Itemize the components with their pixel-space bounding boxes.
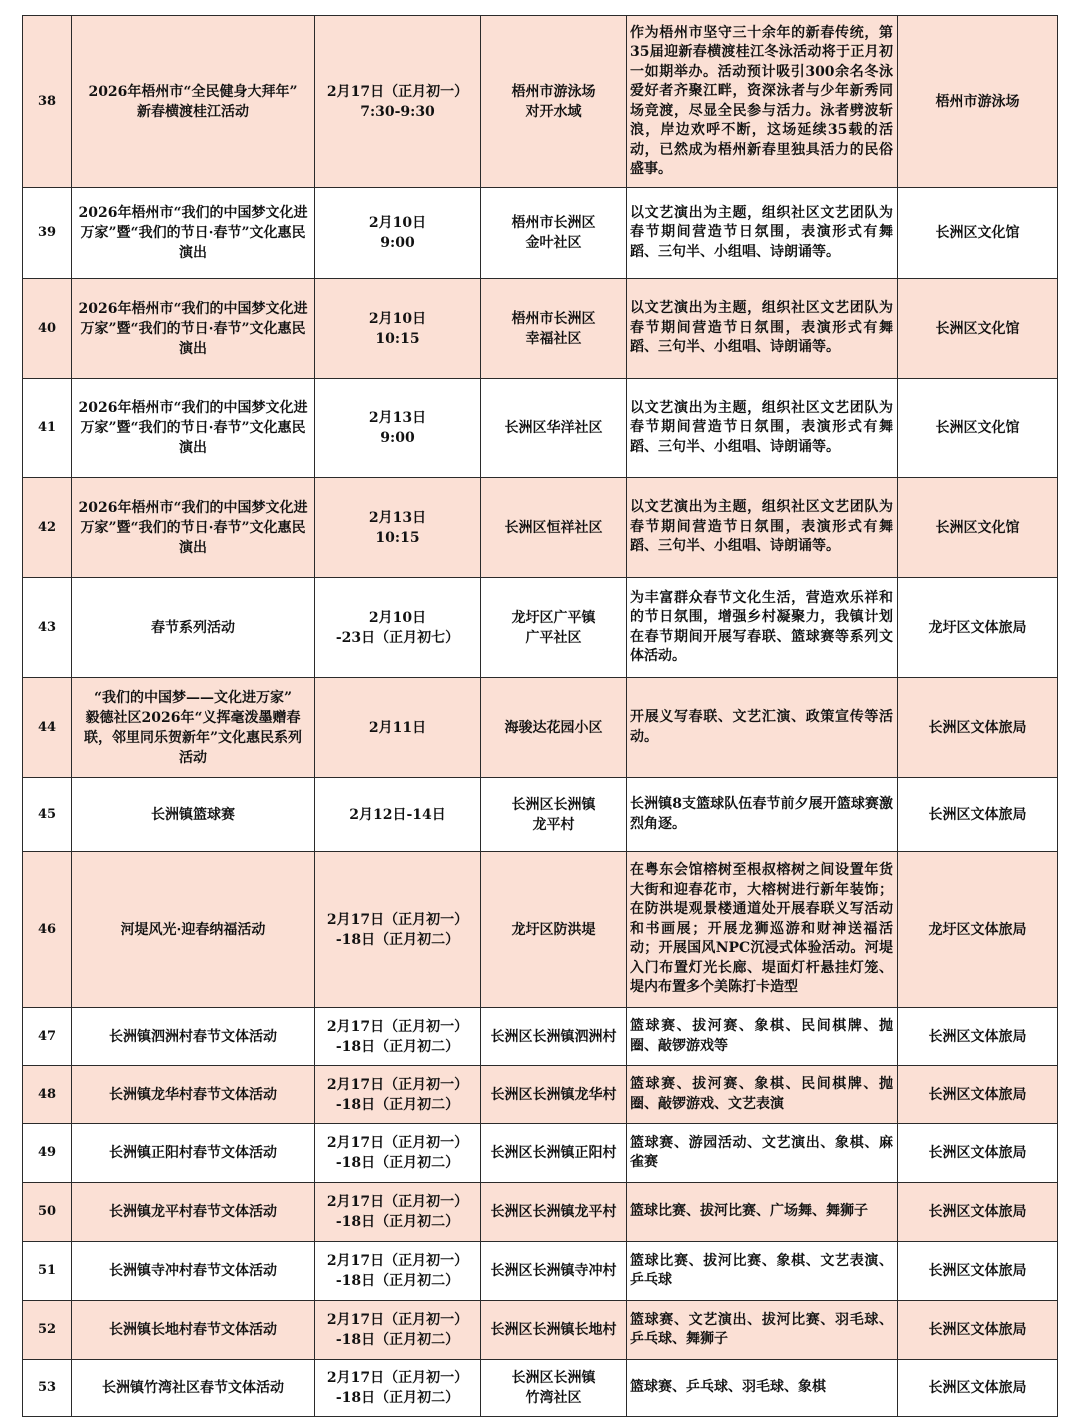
activity-location: 长洲区长洲镇寺冲村 [481,1242,627,1301]
row-number: 43 [23,578,72,678]
row-number: 39 [23,188,72,279]
organizer: 长洲区文体旅局 [898,778,1058,852]
row-number: 49 [23,1124,72,1183]
activity-time: 2月13日 9:00 [315,379,481,478]
activity-description: 篮球赛、文艺演出、拔河比赛、羽毛球、乒乓球、舞狮子 [627,1301,898,1360]
row-number: 41 [23,379,72,478]
table-row [23,279,1058,379]
activity-time: 2月10日 10:15 [315,279,481,379]
activity-description: 长洲镇8支篮球队伍春节前夕展开篮球赛激烈角逐。 [627,778,898,852]
activity-time: 2月10日 9:00 [315,188,481,279]
row-number: 40 [23,279,72,379]
activity-time: 2月17日（正月初一） -18日（正月初二） [315,1066,481,1124]
row-number: 52 [23,1301,72,1360]
activity-description: 以文艺演出为主题，组织社区文艺团队为春节期间营造节日氛围，表演形式有舞蹈、三句半、小组唱、诗朗诵等。 [627,279,898,379]
activity-name: 长洲镇龙华村春节文体活动 [72,1066,315,1124]
activity-name: 长洲镇寺冲村春节文体活动 [72,1242,315,1301]
activity-description: 在粤东会馆榕树至根叔榕树之间设置年货大街和迎春花市，大榕树进行新年装饰；在防洪堤观景楼通道处开展春联义写活动和书画展；开展龙狮巡游和财神送福活动；开展国风NPC沉浸式体验活动。河堤入门布置灯光长廊、堤面灯杆悬挂灯笼、堤内布置多个美陈打卡造型 [627,852,898,1008]
table-row [23,1183,1058,1242]
activity-time: 2月10日 -23日（正月初七） [315,578,481,678]
activity-location: 梧州市长洲区 金叶社区 [481,188,627,279]
activity-location: 长洲区长洲镇长地村 [481,1301,627,1360]
organizer: 长洲区文化馆 [898,478,1058,578]
activity-name: “我们的中国梦——文化进万家” 毅德社区2026年“义挥毫泼墨赠春 联，邻里同乐贺新年”文化惠民系列 活动 [72,678,315,778]
activity-description: 以文艺演出为主题，组织社区文艺团队为春节期间营造节日氛围，表演形式有舞蹈、三句半、小组唱、诗朗诵等。 [627,188,898,279]
activity-description: 篮球赛、乒乓球、羽毛球、象棋 [627,1360,898,1417]
organizer: 长洲区文体旅局 [898,1301,1058,1360]
organizer: 长洲区文体旅局 [898,1242,1058,1301]
activity-description: 篮球赛、拔河赛、象棋、民间棋牌、抛圈、敲锣游戏、文艺表演 [627,1066,898,1124]
activity-time: 2月13日 10:15 [315,478,481,578]
activity-location: 长洲区长洲镇 竹湾社区 [481,1360,627,1417]
activity-description: 篮球赛、游园活动、文艺演出、象棋、麻雀赛 [627,1124,898,1183]
organizer: 龙圩区文体旅局 [898,578,1058,678]
activity-time: 2月17日（正月初一） -18日（正月初二） [315,1008,481,1066]
activity-name: 长洲镇正阳村春节文体活动 [72,1124,315,1183]
row-number: 47 [23,1008,72,1066]
activity-location: 长洲区华洋社区 [481,379,627,478]
table-row [23,16,1058,188]
activity-name: 长洲镇竹湾社区春节文体活动 [72,1360,315,1417]
row-number: 38 [23,16,72,188]
organizer: 长洲区文体旅局 [898,1183,1058,1242]
table-row [23,852,1058,1008]
activity-location: 龙圩区广平镇 广平社区 [481,578,627,678]
table-row [23,1360,1058,1417]
activity-name: 长洲镇长地村春节文体活动 [72,1301,315,1360]
activity-location: 长洲区长洲镇龙平村 [481,1183,627,1242]
row-number: 45 [23,778,72,852]
organizer: 长洲区文体旅局 [898,1066,1058,1124]
activity-description: 篮球赛、拔河赛、象棋、民间棋牌、抛圈、敲锣游戏等 [627,1008,898,1066]
activity-name: 长洲镇泗洲村春节文体活动 [72,1008,315,1066]
activity-location: 海骏达花园小区 [481,678,627,778]
activity-location: 长洲区长洲镇正阳村 [481,1124,627,1183]
table-row [23,1008,1058,1066]
activity-location: 长洲区长洲镇 龙平村 [481,778,627,852]
table-row [23,379,1058,478]
activity-description: 篮球比赛、拔河比赛、象棋、文艺表演、乒乓球 [627,1242,898,1301]
row-number: 46 [23,852,72,1008]
activity-table [22,15,1058,1417]
table-row [23,1242,1058,1301]
activity-description: 开展义写春联、文艺汇演、政策宣传等活动。 [627,678,898,778]
activity-name: 2026年梧州市“我们的中国梦文化进 万家”暨“我们的节日·春节”文化惠民 演出 [72,379,315,478]
activity-name: 2026年梧州市“我们的中国梦文化进 万家”暨“我们的节日·春节”文化惠民 演出 [72,279,315,379]
organizer: 长洲区文体旅局 [898,1124,1058,1183]
organizer: 长洲区文体旅局 [898,1008,1058,1066]
activity-name: 2026年梧州市“我们的中国梦文化进 万家”暨“我们的节日·春节”文化惠民 演出 [72,188,315,279]
activity-name: 2026年梧州市“全民健身大拜年” 新春横渡桂江活动 [72,16,315,188]
activity-name: 春节系列活动 [72,578,315,678]
organizer: 长洲区文体旅局 [898,678,1058,778]
activity-description: 作为梧州市坚守三十余年的新春传统，第35届迎新春横渡桂江冬泳活动将于正月初一如期举办。活动预计吸引300余名冬泳爱好者齐聚江畔，资深泳者与少年新秀同场竞渡，尽显全民参与活力。泳者劈波斩浪，岸边欢呼不断，这场延续35载的活动，已然成为梧州新春里独具活力的民俗盛事。 [627,16,898,188]
activity-name: 河堤风光·迎春纳福活动 [72,852,315,1008]
row-number: 51 [23,1242,72,1301]
row-number: 44 [23,678,72,778]
table-row [23,778,1058,852]
activity-time: 2月11日 [315,678,481,778]
activity-location: 长洲区长洲镇龙华村 [481,1066,627,1124]
table-row [23,678,1058,778]
activity-location: 梧州市游泳场 对开水域 [481,16,627,188]
activity-time: 2月17日（正月初一） 7:30-9:30 [315,16,481,188]
activity-description: 以文艺演出为主题，组织社区文艺团队为春节期间营造节日氛围，表演形式有舞蹈、三句半、小组唱、诗朗诵等。 [627,478,898,578]
activity-description: 为丰富群众春节文化生活，营造欢乐祥和的节日氛围，增强乡村凝聚力，我镇计划在春节期间开展写春联、篮球赛等系列文体活动。 [627,578,898,678]
table-row [23,1066,1058,1124]
activity-time: 2月17日（正月初一） -18日（正月初二） [315,1360,481,1417]
activity-location: 长洲区恒祥社区 [481,478,627,578]
activity-name: 2026年梧州市“我们的中国梦文化进 万家”暨“我们的节日·春节”文化惠民 演出 [72,478,315,578]
activity-time: 2月17日（正月初一） -18日（正月初二） [315,852,481,1008]
table-row [23,188,1058,279]
activity-time: 2月17日（正月初一） -18日（正月初二） [315,1301,481,1360]
activity-location: 长洲区长洲镇泗洲村 [481,1008,627,1066]
activity-time: 2月17日（正月初一） -18日（正月初二） [315,1183,481,1242]
table-row [23,1124,1058,1183]
activity-location: 梧州市长洲区 幸福社区 [481,279,627,379]
table-row [23,1301,1058,1360]
organizer: 长洲区文化馆 [898,279,1058,379]
row-number: 42 [23,478,72,578]
row-number: 48 [23,1066,72,1124]
activity-location: 龙圩区防洪堤 [481,852,627,1008]
table-row [23,578,1058,678]
organizer: 梧州市游泳场 [898,16,1058,188]
organizer: 长洲区文化馆 [898,188,1058,279]
organizer: 长洲区文体旅局 [898,1360,1058,1417]
activity-time: 2月17日（正月初一） -18日（正月初二） [315,1124,481,1183]
activity-description: 篮球比赛、拔河比赛、广场舞、舞狮子 [627,1183,898,1242]
row-number: 53 [23,1360,72,1417]
row-number: 50 [23,1183,72,1242]
activity-name: 长洲镇龙平村春节文体活动 [72,1183,315,1242]
table-row [23,478,1058,578]
activity-time: 2月12日-14日 [315,778,481,852]
activity-description: 以文艺演出为主题，组织社区文艺团队为春节期间营造节日氛围，表演形式有舞蹈、三句半、小组唱、诗朗诵等。 [627,379,898,478]
activity-name: 长洲镇篮球赛 [72,778,315,852]
organizer: 长洲区文化馆 [898,379,1058,478]
activity-time: 2月17日（正月初一） -18日（正月初二） [315,1242,481,1301]
organizer: 龙圩区文体旅局 [898,852,1058,1008]
